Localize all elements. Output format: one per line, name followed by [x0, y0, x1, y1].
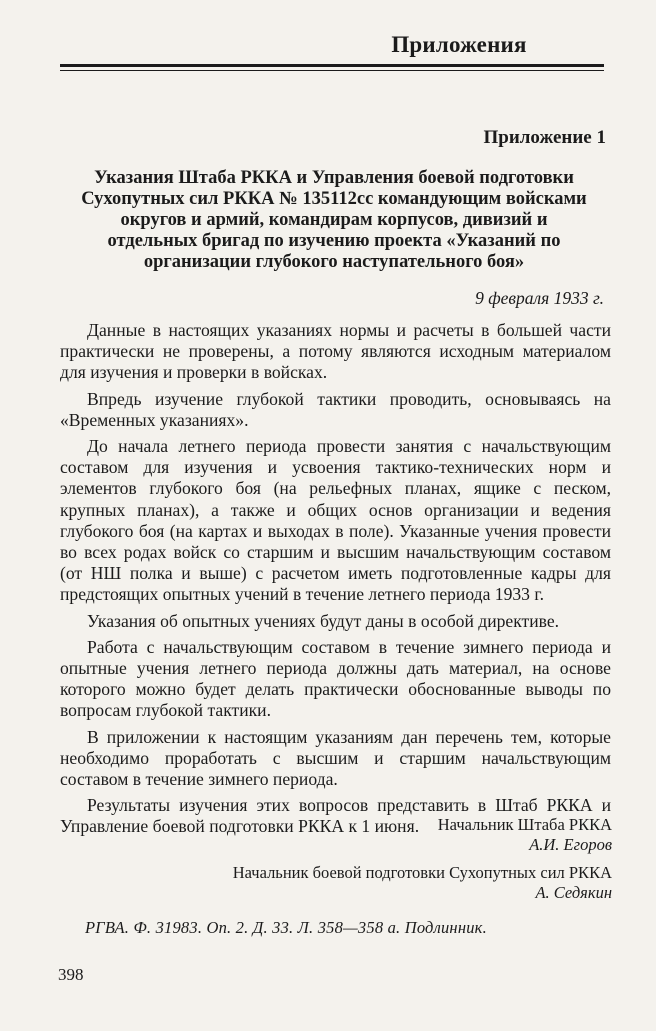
signature-position: Начальник Штаба РККА	[437, 815, 612, 834]
header-rule-thin	[60, 70, 604, 71]
appendix-label: Приложение 1	[483, 127, 606, 148]
archival-source: РГВА. Ф. 31983. Оп. 2. Д. 33. Л. 358—358 а. Подлинник.	[85, 918, 487, 937]
paragraph: Впредь изучение глубокой тактики проводить, основываясь на «Временных указаниях».	[60, 388, 611, 430]
signature-name: А.И. Егоров	[529, 835, 612, 854]
body-text	[60, 320, 611, 843]
signature-chief-of-staff	[438, 815, 612, 855]
signature-combat-training-chief	[233, 863, 612, 903]
document-title: Указания Штаба РККА и Управления боевой подготовки Сухопутных сил РККА № 135112сс командующим войсками округов и армий, командирам корпусов, дивизий и отдельных бригад по изучению проекта «Указаний по организации глубокого наступательного боя»	[81, 168, 587, 272]
signature-name: А. Седякин	[535, 883, 612, 902]
signature-position: Начальник боевой подготовки Сухопутных сил РККА	[232, 863, 612, 882]
running-head	[60, 32, 606, 58]
paragraph: Результаты изучения этих вопросов представить в Штаб РККА и Управление боевой подготовки РККА к 1 июня.	[60, 795, 611, 837]
running-title: Приложения	[391, 32, 527, 57]
paragraph: Указания об опытных учениях будут даны в особой директиве.	[87, 610, 560, 631]
header-rule-thick	[60, 64, 604, 67]
paragraph: Данные в настоящих указаниях нормы и расчеты в большей части практически не проверены, а потому являются исходным материалом для изучения и проверки в войсках.	[60, 320, 611, 383]
paragraph: В приложении к настоящим указаниям дан перечень тем, которые необходимо проработать с высшим и старшим начальствующим составом в течение зимнего периода.	[60, 726, 611, 790]
paragraph: Работа с начальствующим составом в течение зимнего периода и опытные учения летнего периода должны дать материал, на основе которого можно будет делать практически обоснованные выводы по вопросам глубокой тактики.	[60, 636, 611, 721]
document-date: 9 февраля 1933 г.	[475, 288, 604, 308]
paragraph: До начала летнего периода провести занятия с начальствующим составом для изучения и усвоения тактико-технических норм и элементов глубокого боя (на рельефных планах, ящике с песком, крупных планах), а также и общих основ организации и ведения глубокого боя (на картах и выходах в поле). Указанные учения провести во всех родах войск со старшим и высшим начальствующим составом (от НШ полка и выше) с расчетом иметь подготовленные кадры для предстоящих опытных учений в течение летнего периода 1933 г.	[60, 436, 611, 605]
page-number: 398	[58, 965, 84, 984]
